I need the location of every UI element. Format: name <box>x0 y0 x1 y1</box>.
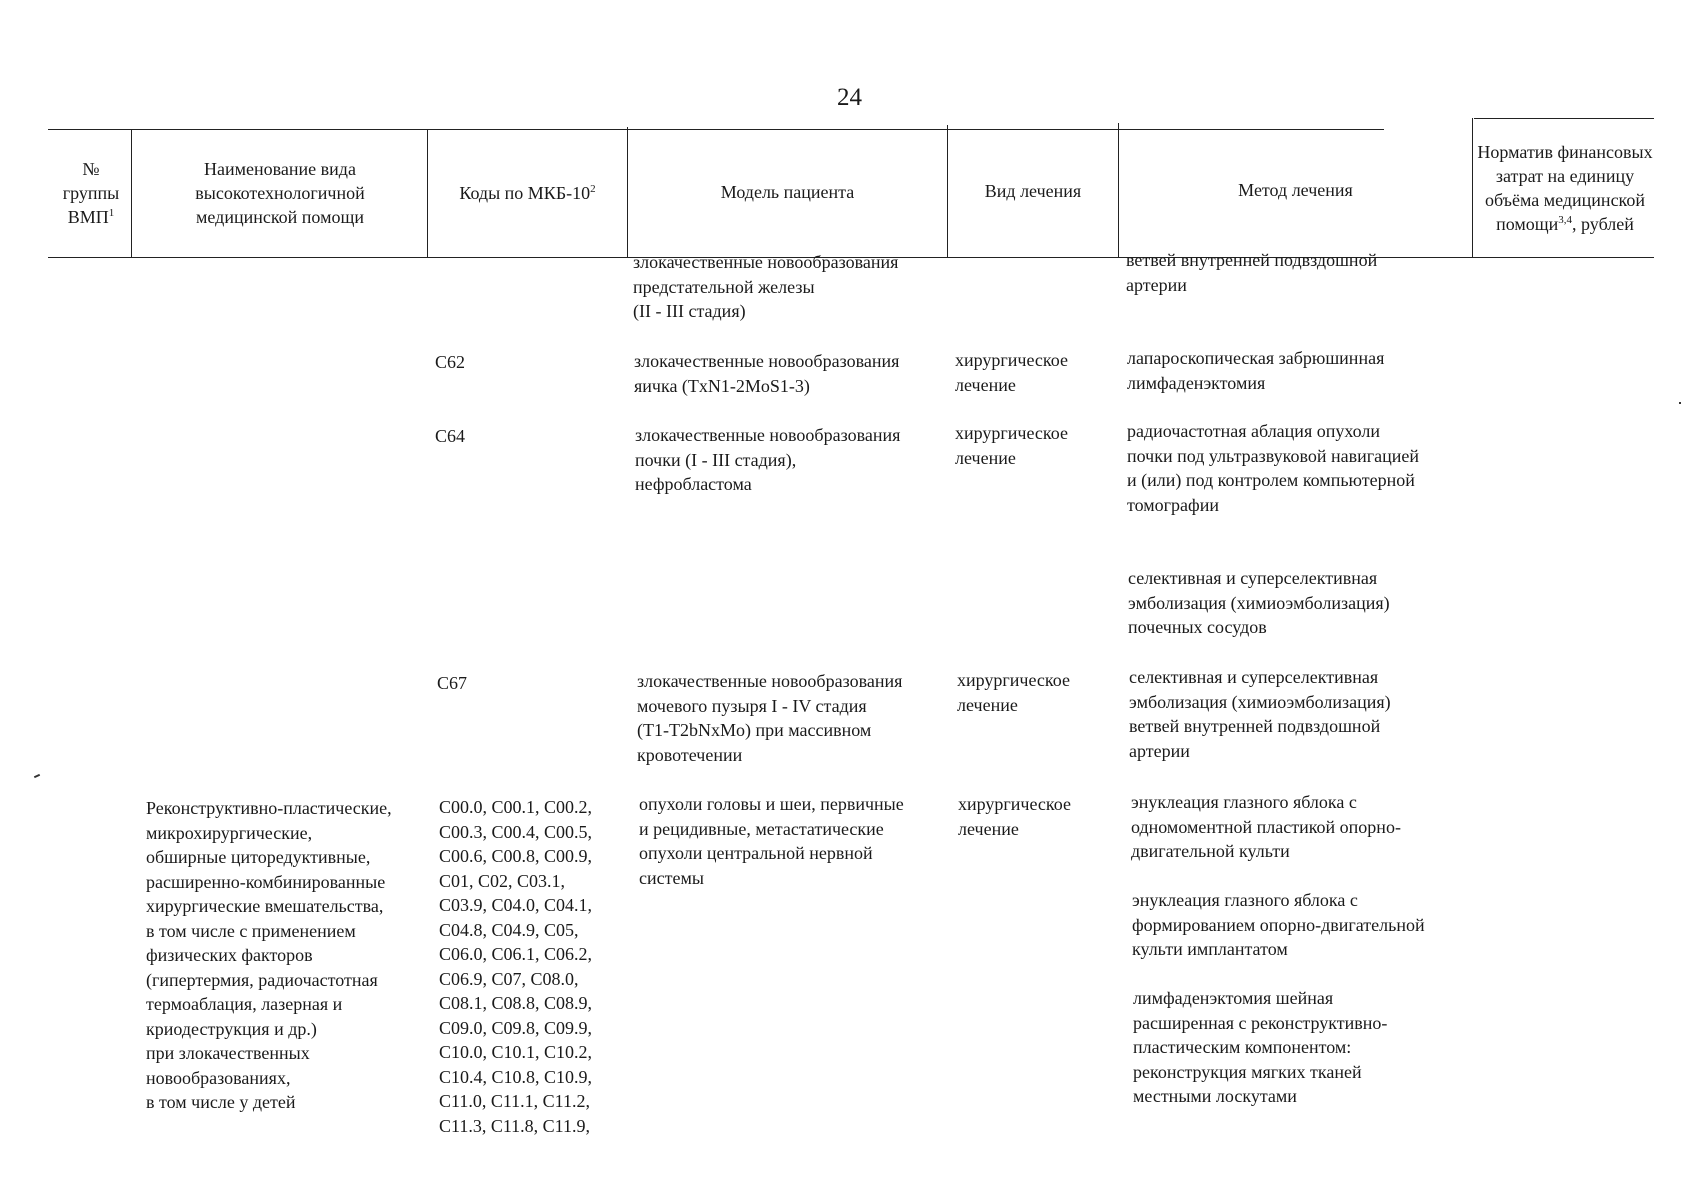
header-cost-norm: Норматив финансовых затрат на единицу объёма медицинской помощи$^{3,4}$, рублей <box>1477 141 1653 234</box>
scan-speck <box>34 774 40 778</box>
patient-model-cell: злокачественные новообразования яичка (TxN1-2MoS1-3) <box>634 351 900 396</box>
care-type-name-cell: Реконструктивно-пластические, микрохирургические, обширные циторедуктивные, расширенно-комбинированные хирургические вмешательства, в том числе с применением физических факторов (гипертермия, радиочастотная термоаблация, лазерная и криодеструкция и др.) при злокачественных новообразованиях, в том числе у детей <box>146 798 392 1112</box>
header-icd-codes: Коды по МКБ-$10^2$ <box>459 183 596 203</box>
treatment-type-cell: хирургическое лечение <box>955 423 1068 468</box>
treatment-method-cell: селективная и суперселективная эмболизация (химиоэмболизация) почечных сосудов <box>1128 568 1390 637</box>
treatment-method-cell: энуклеация глазного яблока с одномоментной пластикой опорно- двигательной культи <box>1131 792 1401 861</box>
icd-codes-cell: С64 <box>435 426 466 446</box>
page-number: 24 <box>837 84 862 111</box>
treatment-type-cell: хирургическое лечение <box>955 350 1068 395</box>
column-divider <box>947 125 948 257</box>
treatment-method-cell: лапароскопическая забрюшинная лимфаденэктомия <box>1127 348 1385 393</box>
header-treatment-method: Метод лечения <box>1238 180 1353 200</box>
treatment-method-cell: лимфаденэктомия шейная расширенная с реконструктивно- пластическим компонентом: реконструкция мягких тканей местными лоскутами <box>1133 988 1388 1106</box>
patient-model-cell: злокачественные новообразования предстательной железы (II - III стадия) <box>633 252 899 321</box>
treatment-method-cell: селективная и суперселективная эмболизация (химиоэмболизация) ветвей внутренней подвздошной артерии <box>1129 667 1391 761</box>
header-treatment-type: Вид лечения <box>984 181 1082 201</box>
patient-model-cell: злокачественные новообразования мочевого пузыря I - IV стадия (T1-T2bNxMo) при массивном кровотечении <box>637 671 903 765</box>
header-patient-model: Модель пациента <box>720 182 855 202</box>
treatment-method-cell: энуклеация глазного яблока с формированием опорно-двигательной культи имплантатом <box>1132 890 1425 959</box>
treatment-method-cell: радиочастотная аблация опухоли почки под ультразвуковой навигацией и (или) под контролем компьютерной томографии <box>1127 421 1420 515</box>
header-care-type-name: Наименование вида высокотехнологичной медицинской помощи <box>195 159 365 227</box>
column-divider <box>1472 118 1473 257</box>
icd-codes-cell: С00.0, С00.1, С00.2, С00.3, С00.4, С00.5, С00.6, С00.8, С00.9, С01, С02, С03.1, С03.9, С04.0, С04.1, С04.8, С04.9, С05, С06.0, С06.1, С06.2, С06.9, С07, С08.0, С08.1, С08.8, С08.9, С09.0, С09.8, С09.9, С10.0, С10.1, С10.2, С10.4, С10.8, С10.9, С11.0, С11.1, С11.2, С11.3, С11.8, С11.9, <box>439 797 593 1136</box>
patient-model-cell: опухоли головы и шеи, первичные и рецидивные, метастатические опухоли центральной нервной системы <box>639 794 904 888</box>
scan-speck <box>1679 402 1681 404</box>
column-divider <box>627 127 628 257</box>
header-group-number: № группы ВМП$^1$ <box>62 159 120 227</box>
column-divider <box>427 129 428 257</box>
treatment-type-cell: хирургическое лечение <box>957 670 1070 715</box>
column-divider <box>1118 123 1119 257</box>
icd-codes-cell: С67 <box>437 673 468 693</box>
treatment-method-cell: ветвей внутренней подвздошной артерии <box>1126 250 1378 295</box>
patient-model-cell: злокачественные новообразования почки (I - III стадия), нефробластома <box>635 425 901 494</box>
treatment-type-cell: хирургическое лечение <box>958 794 1071 839</box>
icd-codes-cell: С62 <box>435 352 466 372</box>
column-divider <box>131 129 132 257</box>
